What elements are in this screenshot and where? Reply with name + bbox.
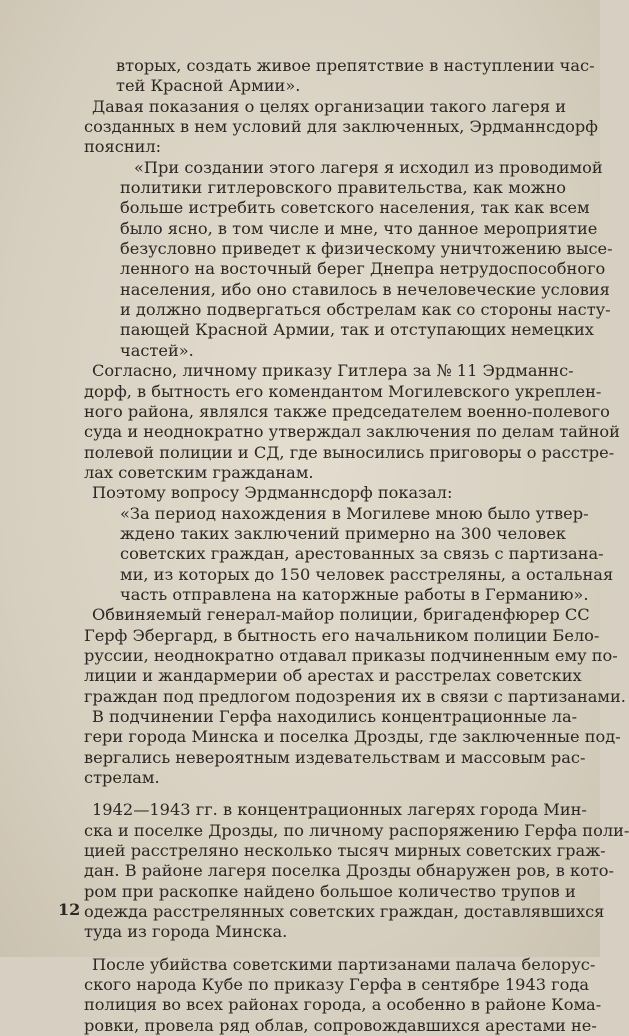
text-line: политики гитлеровского правительства, как можно [120, 178, 566, 198]
text-line: советских граждан, арестованных за связь с партизана- [120, 544, 604, 564]
paragraph [84, 56, 595, 97]
text-line: гери города Минска и поселка Дрозды, где заключенные под- [84, 727, 621, 747]
text-line: Герф Эбергард, в бытность его начальником полиции Бело- [84, 625, 600, 645]
text-line: полевой полиции и СД, где выносились приговоры о расстре- [84, 442, 615, 462]
text-line: было ясно, в том числе и мне, что данное мероприятие [120, 218, 598, 238]
text-line: вергались невероятным издевательствам и массовым рас- [84, 747, 586, 767]
text-line: ровки, провела ряд облав, сопровождавшихся арестами не- [84, 1015, 597, 1035]
text-line: Согласно, личному приказу Гитлера за № 11 Эрдманнс- [92, 361, 574, 381]
text-line: ска и поселке Дрозды, по личному распоряжению Герфа поли- [84, 820, 629, 840]
text-line: ми, из которых до 150 человек расстреляны, а остальная [120, 564, 614, 584]
text-line: 1942—1943 гг. в концентрационных лагерях города Мин- [92, 800, 587, 820]
text-line: лиции и жандармерии об арестах и расстрелах советских [84, 666, 582, 686]
quote-block [84, 503, 614, 606]
text-line: «При создании этого лагеря я исходил из проводимой [134, 157, 603, 177]
text-line: Давая показания о целях организации такого лагеря и [92, 96, 567, 116]
text-line: созданных в нем условий для заключенных, Эрдманнсдорф [84, 117, 598, 137]
text-line: и должно подвергаться обстрелам как со стороны насту- [120, 300, 611, 320]
text-line: ждено таких заключений примерно на 300 человек [120, 523, 566, 543]
paragraph [84, 96, 598, 158]
text-line: Поэтому вопросу Эрдманнсдорф показал: [92, 483, 453, 503]
text-line: полиция во всех районах города, а особенно в районе Кома- [84, 995, 602, 1015]
text-line: дорф, в бытность его комендантом Могилевского укреплен- [84, 381, 602, 401]
text-line: ленного на восточный берег Днепра нетрудоспособного [120, 259, 606, 279]
paragraph [84, 361, 620, 483]
text-line: тей Красной Армии». [116, 76, 301, 96]
text-line: После убийства советскими партизанами палача белорус- [92, 954, 596, 974]
text-line: часть отправлена на каторжные работы в Германию». [120, 584, 589, 604]
text-line: населения, ибо оно ставилось в нечеловеческие условия [120, 279, 610, 299]
paragraph [84, 605, 626, 707]
text-line: граждан под предлогом подозрения их в связи с партизанами. [84, 686, 626, 706]
text-line: вторых, создать живое препятствие в наступлении час- [116, 56, 595, 75]
text-line: больше истребить советского населения, так как всем [120, 198, 590, 218]
text-line: цией расстреляно несколько тысяч мирных советских граж- [84, 841, 606, 861]
text-line: «За период нахождения в Могилеве мною было утвер- [120, 503, 589, 523]
text-line: ского народа Кубе по приказу Герфа в сентябре 1943 года [84, 975, 590, 995]
text-line: пающей Красной Армии, так и отступающих немецких [120, 320, 594, 340]
page-number: 12 [58, 900, 81, 919]
paragraph [84, 707, 621, 788]
paragraph [84, 483, 566, 503]
text-line: безусловно приведет к физическому уничтожению высе- [120, 239, 613, 259]
text-body [84, 56, 629, 1036]
text-line: Обвиняемый генерал-майор полиции, бригаденфюрер СС [92, 605, 590, 625]
text-line: суда и неоднократно утверждал заключения по делам тайной [84, 422, 620, 442]
text-line: пояснил: [84, 137, 162, 157]
text-line: дан. В районе лагеря поселка Дрозды обнаружен ров, в кото- [84, 861, 615, 881]
text-line: частей». [120, 340, 194, 360]
text-line: туда из города Минска. [84, 922, 288, 942]
text-line: ром при раскопке найдено большое количество трупов и [84, 881, 576, 901]
text-line: В подчинении Герфа находились концентрационные ла- [92, 707, 578, 726]
quote-block [84, 157, 613, 361]
text-line: ного района, являлся также председателем военно-полевого [84, 401, 610, 421]
text-line: стрелам. [84, 768, 160, 788]
text-line: одежда расстрелянных советских граждан, доставлявшихся [84, 902, 605, 922]
paragraph [84, 954, 602, 1036]
paragraph [84, 800, 629, 942]
text-line: лах советским гражданам. [84, 462, 314, 482]
text-line: руссии, неоднократно отдавал приказы подчиненным ему по- [84, 645, 618, 665]
